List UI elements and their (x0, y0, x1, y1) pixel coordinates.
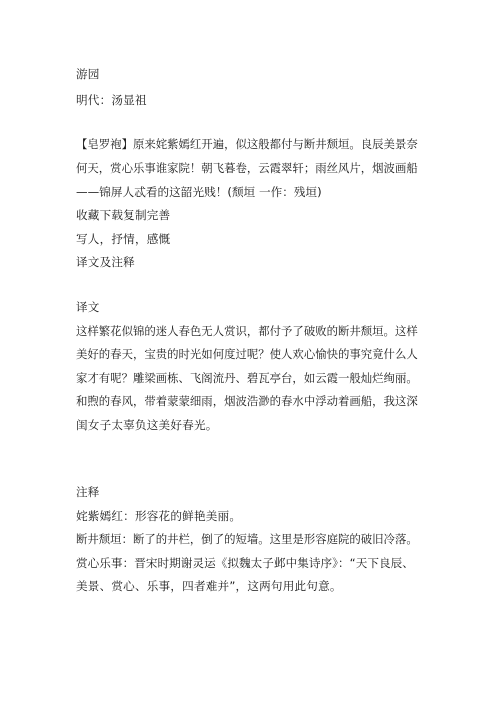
note-line-1: 姹紫嫣红：形容花的鲜艳美丽。 (76, 509, 242, 523)
notes-heading: 注释 (76, 485, 100, 499)
poem-line-1: 【皂罗袍】原来姹紫嫣红开遍，似这般都付与断井颓垣。良辰美景奈 (76, 137, 418, 151)
translation-line-5: 闺女子太辜负这美好春光。 (76, 418, 218, 432)
poem-line-2: 何天，赏心乐事谁家院！朝飞暮卷，云霞翠轩；雨丝风片，烟波画船 (76, 161, 418, 175)
poem-author: 明代：汤显祖 (76, 93, 147, 107)
note-line-2: 断井颓垣：断了的井栏，倒了的短墙。这里是形容庭院的破旧冷落。 (76, 532, 418, 546)
poem-line-3: ——锦屏人忒看的这韶光贱！(颓垣 一作：残垣) (76, 185, 322, 199)
translation-notes-link[interactable]: 译文及注释 (76, 255, 135, 269)
translation-line-1: 这样繁花似锦的迷人春色无人赏识，都付予了破败的断井颓垣。这样 (76, 324, 418, 338)
translation-line-3: 家才有呢？雕梁画栋、飞阁流丹、碧瓦亭台，如云霞一般灿烂绚丽。 (76, 371, 418, 385)
poem-title: 游园 (76, 67, 100, 81)
action-links[interactable]: 收藏下载复制完善 (76, 208, 171, 222)
poem-tags[interactable]: 写人，抒情，感慨 (76, 232, 171, 246)
note-line-4: 美景、赏心、乐事，四者难并”，这两句用此句意。 (76, 579, 342, 593)
translation-heading: 译文 (76, 300, 100, 314)
translation-line-2: 美好的春天，宝贵的时光如何度过呢？使人欢心愉快的事究竟什么人 (76, 347, 418, 361)
translation-line-4: 和煦的春风，带着蒙蒙细雨，烟波浩渺的春水中浮动着画船，我这深 (76, 394, 418, 408)
note-line-3: 赏心乐事：晋宋时期谢灵运《拟魏太子邺中集诗序》：“天下良辰、 (76, 556, 414, 570)
